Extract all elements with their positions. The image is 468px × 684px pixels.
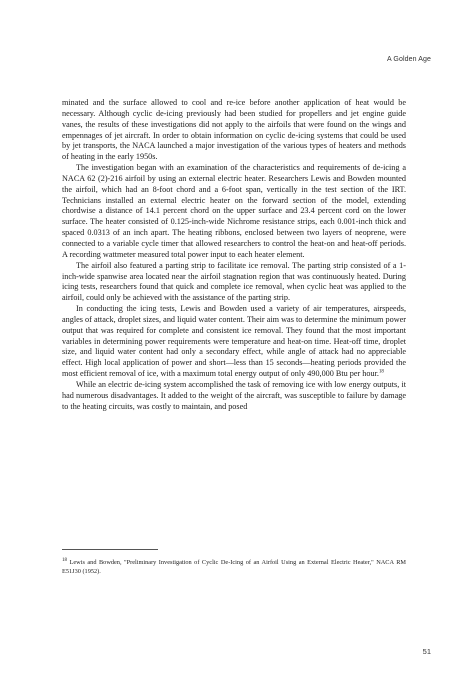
- paragraph-5: While an electric de-icing system accomplished the task of removing ice with low energy outputs, it had numerous disadvantages. It added to the weight of the aircraft, was susceptible to failure by damage to the heating circuits, was costly to maintain, and posed: [62, 379, 406, 411]
- running-head: A Golden Age: [386, 56, 431, 63]
- footnote-marker: 18: [62, 557, 67, 563]
- footnote: [62, 558, 406, 576]
- paragraph-1: minated and the surface allowed to cool and re-ice before another application of heat would be necessary. Although cyclic de-icing previously had been studied for propellers and jet engine guide vanes, the results of these investigations did not apply to the airfoils that were found on the wings and empennages of jet aircraft. In order to obtain information on cyclic de-icing systems that could be used by jet transports, the NACA launched a major investigation of the various types of heaters and methods of heating in the early 1950s.: [62, 98, 406, 162]
- body-text: [62, 98, 406, 412]
- paragraph-3: The airfoil also featured a parting strip to facilitate ice removal. The parting strip consisted of a 1-inch-wide spanwise area located near the airfoil stagnation region that was continuously heated. During icing tests, researchers found that quick and complete ice removal, when cyclic heat was applied to the airfoil, could only be achieved with the assistance of the parting strip.: [62, 260, 406, 303]
- footnote-divider: [62, 549, 158, 550]
- footnote-text: Lewis and Bowden, "Preliminary Investigation of Cyclic De-Icing of an Airfoil Using an External Electric Heater," NACA RM E51J30 (1952).: [62, 559, 406, 575]
- paragraph-2: The investigation began with an examination of the characteristics and requirements of de-icing a NACA 62 (2)-216 airfoil by using an external electric heater. Researchers Lewis and Bowden mounted the airfoil, which had an 8-foot chord and a 6-foot span, vertically in the test section of the IRT. Technicians installed an external electric heater on the forward section of the model, extending chordwise a distance of 14.1 percent chord on the upper surface and 23.4 percent cord on the lower surface. The heater consisted of 0.125-inch-wide Nichrome resistance strips, each 0.001-inch thick and spaced 0.0313 of an inch apart. The heating ribbons, enclosed between two layers of neoprene, were connected to a variable cycle timer that allowed researchers to control the heat-on and heat-off periods. A recording wattmeter measured total power input to each heater element.: [62, 163, 406, 259]
- footnote-reference: 18: [378, 369, 384, 375]
- paragraph-4-text: In conducting the icing tests, Lewis and Bowden used a variety of air temperatures, airspeeds, angles of attack, droplet sizes, and liquid water content. Their aim was to determine the minimum power output that was required for complete and consistent ice removal. They found that the most important variables in determining power requirements were temperature and heat-on time. Heat-off time, droplet size, and liquid water content had only a secondary effect, while angle of attack had no appreciable effect. High local application of power and short—less than 15 seconds—heating periods provided the most efficient removal of ice, with a maximum total energy output of only 490,000 Btu per hour.: [62, 304, 406, 379]
- paragraph-4: [62, 304, 406, 380]
- page-number: 51: [422, 647, 431, 656]
